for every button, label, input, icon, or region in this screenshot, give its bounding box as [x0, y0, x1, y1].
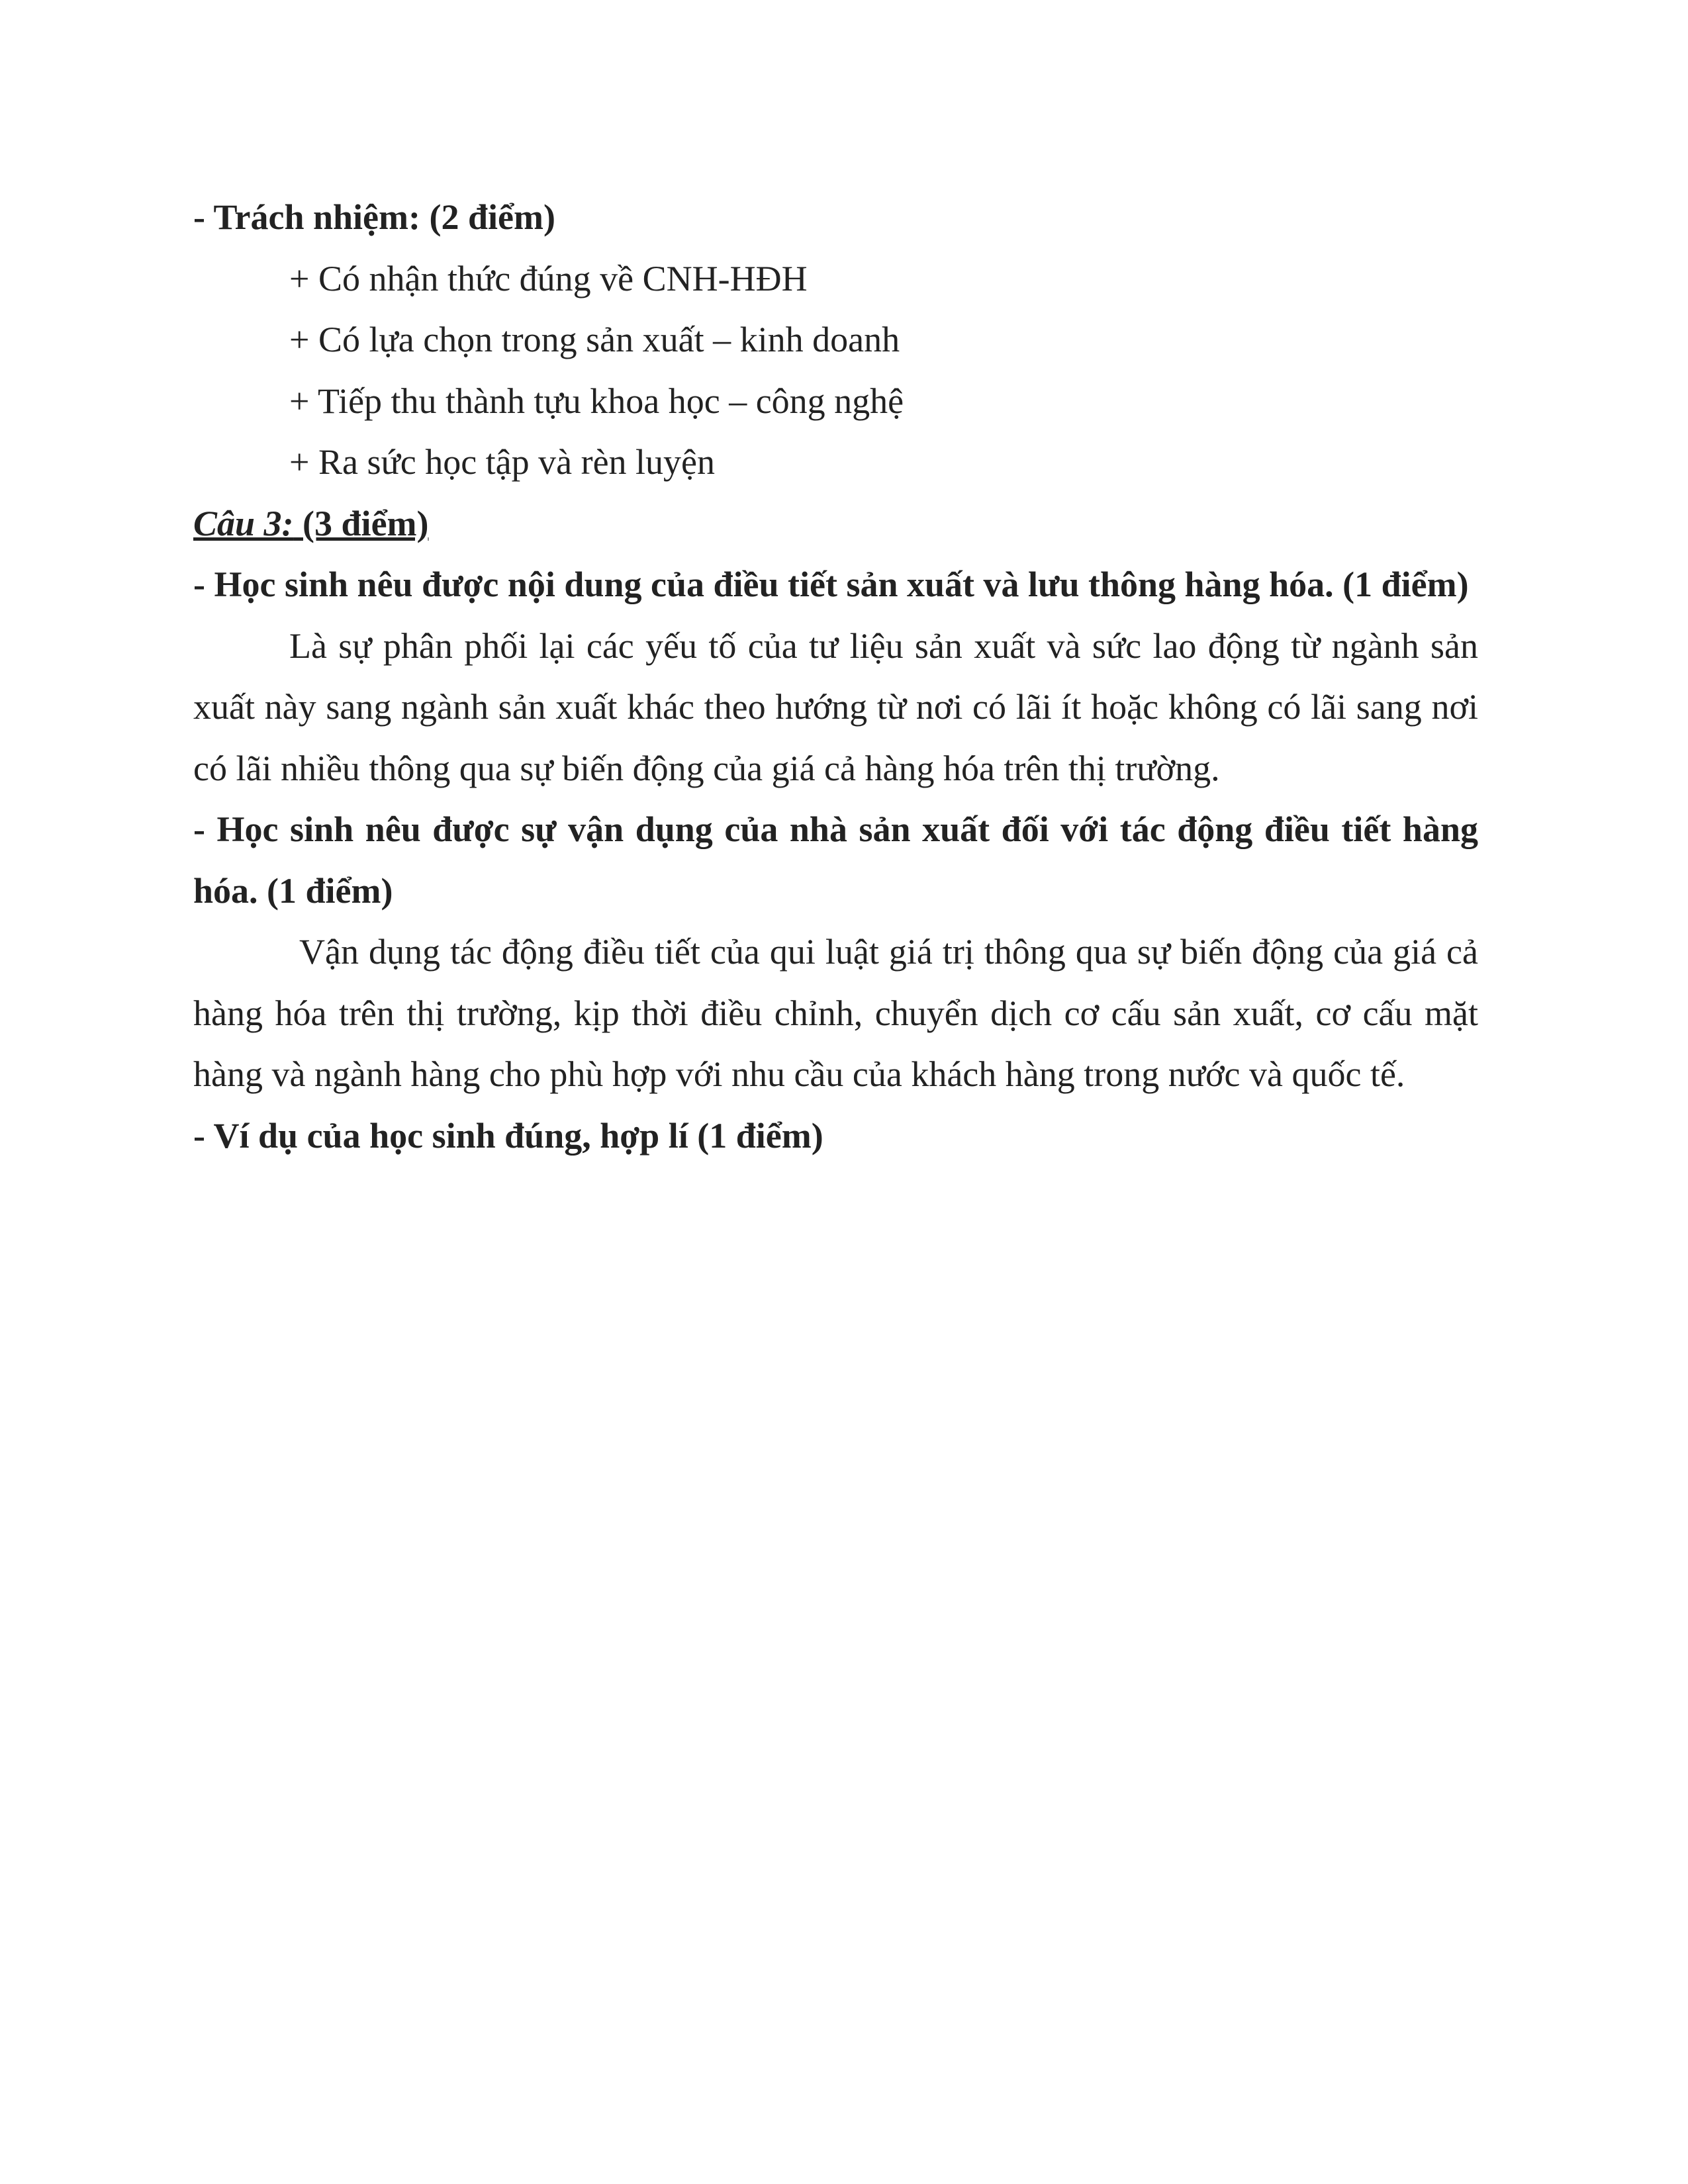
list-item: + Có nhận thức đúng về CNH-HĐH: [289, 258, 808, 298]
document-page: [193, 187, 1478, 1166]
part-3-heading: - Ví dụ của học sinh đúng, hợp lí (1 điểm): [193, 1115, 823, 1156]
question-points: (3 điểm): [293, 503, 429, 543]
question-3-heading: [193, 493, 1478, 555]
question-label: Câu 3:: [193, 503, 294, 543]
list-item: + Có lựa chọn trong sản xuất – kinh doanh: [289, 320, 900, 359]
part-1-body: Là sự phân phối lại các yếu tố của tư liệu sản xuất và sức lao động từ ngành sản xuất này sang ngành sản xuất khác theo hướng từ nơi có lãi ít hoặc không có lãi sang nơi có lãi nhiều thông qua sự biến động của giá cả hàng hóa trên thị trường.: [193, 625, 1478, 788]
list-item: + Ra sức học tập và rèn luyện: [289, 442, 716, 482]
list-item: + Tiếp thu thành tựu khoa học – công nghệ: [289, 381, 904, 421]
part-2-heading: - Học sinh nêu được sự vận dụng của nhà sản xuất đối với tác động điều tiết hàng hóa. (1 điểm): [193, 809, 1478, 911]
responsibility-heading: - Trách nhiệm: (2 điểm): [193, 197, 555, 237]
part-1-heading: - Học sinh nêu được nội dung của điều tiết sản xuất và lưu thông hàng hóa. (1 điểm): [193, 565, 1469, 604]
part-2-body: Vận dụng tác động điều tiết của qui luật giá trị thông qua sự biến động của giá cả hàng hóa trên thị trường, kịp thời điều chỉnh, chuyển dịch cơ cấu sản xuất, cơ cấu mặt hàng và ngành hàng cho phù hợp với nhu cầu của khách hàng trong nước và quốc tế.: [193, 932, 1478, 1094]
